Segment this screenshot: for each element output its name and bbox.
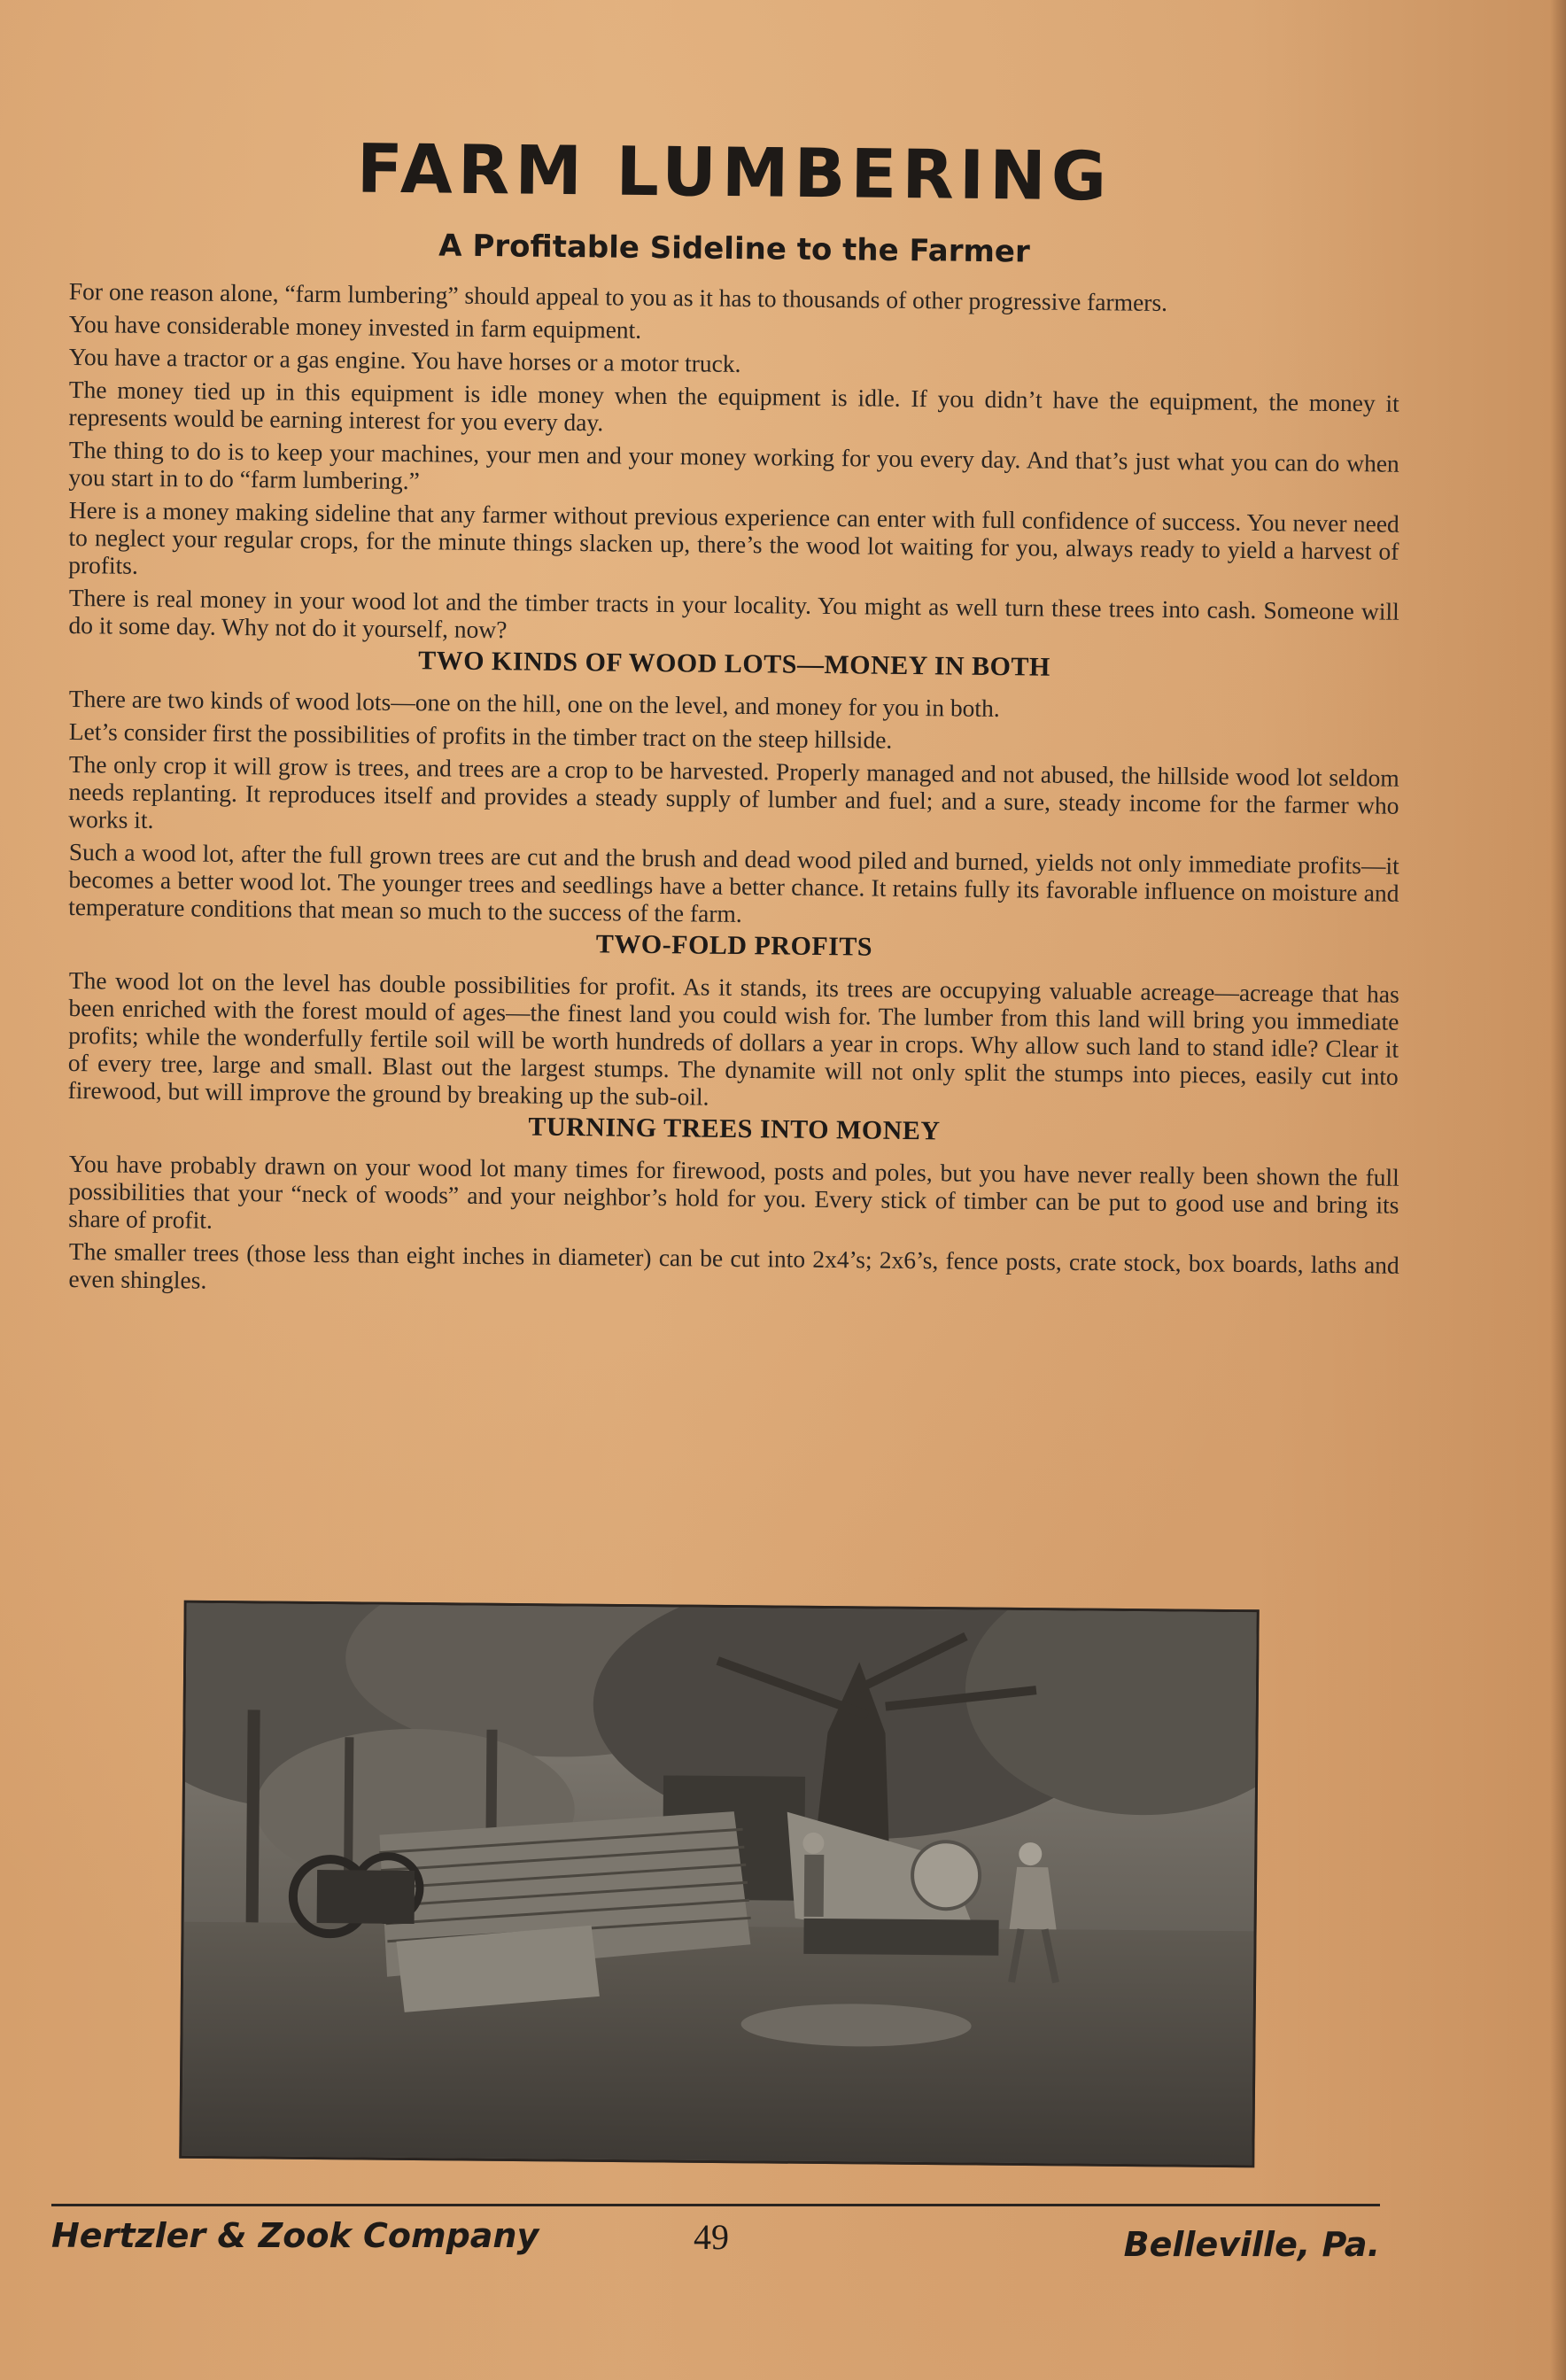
section-heading-two-fold-profits: TWO-FOLD PROFITS (595, 929, 873, 962)
two-fold-profits-paragraph-1: The wood lot on the level has double possibilities for profit. As it stands, its trees are occupying valuable acreage—acreage that has been enriched with the forest mould of ages—the finest land you could wish for. The lumber from this land will bring you immediate profits; while the wonderfully fertile soil will be worth hundreds of dollars a year in crops. Why allow such land to stand idle? Clear it of every tree, large and small. Blast out the largest stumps. The dynamite will not only split the stumps into pieces, easily cut into firewood, but will improve the ground by breaking up the sub-oil. (67, 966, 1399, 1111)
intro-paragraph-3: You have a tractor or a gas engine. You have horses or a motor truck. (68, 343, 741, 377)
section-wood-lots (68, 646, 1399, 927)
page-edge-shadow (1550, 0, 1566, 2380)
footer-location: Belleville, Pa. (1123, 2225, 1380, 2264)
wood-lots-paragraph-3: The only crop it will grow is trees, and trees are a crop to be harvested. Properly managed and not abused, the hillside wood lot seldom needs replanting. It reproduces itself and provides a steady supply of lumber and fuel; and a sure, steady income for the farmer who works it. (68, 750, 1399, 834)
page-title: FARM LUMBERING (356, 128, 1112, 216)
section-two-fold-profits (67, 929, 1399, 1111)
section-heading-wood-lots: TWO KINDS OF WOOD LOTS—MONEY IN BOTH (418, 646, 1050, 682)
sawmill-photo (179, 1601, 1259, 2168)
section-heading-trees-into-money: TURNING TREES INTO MONEY (528, 1112, 941, 1146)
intro-paragraph-7: There is real money in your wood lot and the timber tracts in your locality. You might as well turn these trees into cash. Someone will do it some day. Why not do it yourself, now? (68, 584, 1399, 644)
footer-rule (51, 2204, 1380, 2206)
intro-paragraph-6: Here is a money making sideline that any farmer without previous experience can enter with full confidence of success. You never need to neglect your regular crops, for the minute things slacken up, there’s the wood lot waiting for you, always ready to yield a harvest of profits. (68, 496, 1399, 579)
page-subtitle: A Profitable Sideline to the Farmer (438, 228, 1030, 270)
intro-paragraph-1: For one reason alone, “farm lumbering” should appeal to you as it has to thousands of other progressive farmers. (68, 277, 1168, 316)
page-number: 49 (694, 2217, 729, 2257)
intro-paragraph-2: You have considerable money invested in farm equipment. (68, 310, 642, 344)
intro-paragraph-5: The thing to do is to keep your machines, your men and your money working for you every day. And that’s just what you can do when you start in to do “farm lumbering.” (68, 436, 1399, 495)
article (67, 128, 1399, 1298)
trees-into-money-paragraph-1: You have probably drawn on your wood lot many times for firewood, posts and poles, but you have never really been shown the full possibilities that your “neck of woods” and your neighbor’s hold for you. Every stick of timber can be put to good use and bring its share of profit. (68, 1150, 1399, 1234)
wood-lots-paragraph-2: Let’s consider first the possibilities of profits in the timber tract on the steep hillside. (68, 717, 893, 754)
intro-paragraph-4: The money tied up in this equipment is idle money when the equipment is idle. If you didn’t have the equipment, the money it represents would be earning interest for you every day. (68, 376, 1399, 437)
page-footer (51, 2216, 1380, 2269)
footer-company: Hertzler & Zook Company (51, 2216, 539, 2255)
intro-section (68, 277, 1399, 644)
trees-into-money-paragraph-2: The smaller trees (those less than eight inches in diameter) can be cut into 2x4’s; 2x6’s, fence posts, crate stock, box boards, laths and even shingles. (68, 1237, 1399, 1294)
wood-lots-paragraph-1: There are two kinds of wood lots—one on the hill, one on the level, and money for you in both. (68, 685, 1000, 723)
wood-lots-paragraph-4: Such a wood lot, after the full grown trees are cut and the brush and dead wood piled and burned, yields not only immediate profits—it becomes a better wood lot. The younger trees and seedlings have a better chance. It retains fully its favorable influence on moisture and temperature conditions that mean so much to the success of the farm. (68, 838, 1399, 927)
section-trees-into-money (69, 1114, 1399, 1292)
